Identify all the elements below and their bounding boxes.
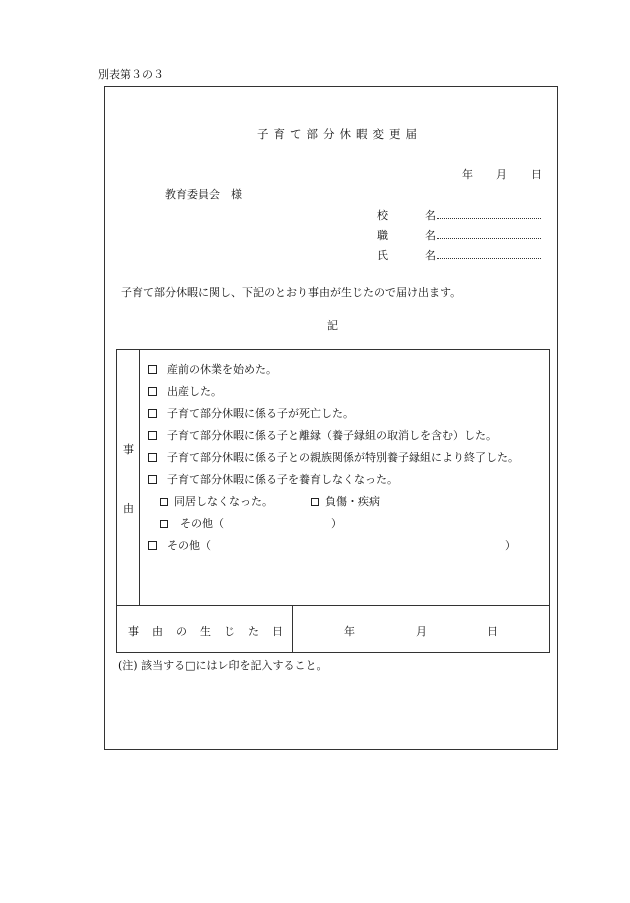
form-title: 子育て部分休暇変更届 xyxy=(257,127,422,141)
form-number: 別表第３の３ xyxy=(98,68,164,81)
position-name-suffix: 名 xyxy=(425,229,436,242)
date-year-label: 年 xyxy=(462,168,473,181)
name-field[interactable] xyxy=(437,258,541,259)
checkbox[interactable] xyxy=(160,498,168,506)
occurrence-month: 月 xyxy=(416,625,427,638)
reason-item[interactable]: 子育て部分休暇に係る子との親族関係が特別養子縁組により終了した。 xyxy=(148,449,519,465)
reasons-header-divider xyxy=(139,349,140,606)
checkbox[interactable] xyxy=(148,431,157,440)
position-field[interactable] xyxy=(437,238,541,239)
ki-label: 記 xyxy=(327,319,338,332)
statement-text: 子育て部分休暇に関し、下記のとおり事由が生じたので届け出ます。 xyxy=(121,286,462,299)
sub-item-other[interactable]: その他（ xyxy=(160,515,224,531)
occurrence-row-divider xyxy=(116,605,550,606)
name-label: 氏 xyxy=(377,249,388,262)
checkbox[interactable] xyxy=(148,475,157,484)
reason-item[interactable]: 産前の休業を始めた。 xyxy=(148,361,277,377)
reason-item[interactable]: 子育て部分休暇に係る子が死亡した。 xyxy=(148,405,354,421)
sub-item-no-cohabit[interactable]: 同居しなくなった。 xyxy=(160,493,273,509)
checkbox[interactable] xyxy=(311,498,319,506)
occurrence-year: 年 xyxy=(344,625,355,638)
checkbox[interactable] xyxy=(148,365,157,374)
reason-item[interactable]: 子育て部分休暇に係る子と離縁（養子縁組の取消しを含む）した。 xyxy=(148,427,497,443)
reason-other-close: ） xyxy=(505,539,516,552)
occurrence-label: 事由の生じた日 xyxy=(128,625,296,638)
reason-item[interactable]: 出産した。 xyxy=(148,383,222,399)
date-day-label: 日 xyxy=(531,168,542,181)
occurrence-day: 日 xyxy=(487,625,498,638)
reason-item[interactable]: 子育て部分休暇に係る子を養育しなくなった。 xyxy=(148,471,398,487)
position-label: 職 xyxy=(377,229,388,242)
addressee: 教育委員会 様 xyxy=(165,188,242,201)
school-label: 校 xyxy=(377,209,388,222)
reason-other[interactable]: その他（ xyxy=(148,537,211,553)
note-text: (注) 該当する□にはレ印を記入すること。 xyxy=(118,659,328,672)
sub-item-injury[interactable]: 負傷・疾病 xyxy=(311,493,380,509)
checkbox[interactable] xyxy=(148,453,157,462)
checkbox[interactable] xyxy=(148,387,157,396)
school-name-suffix: 名 xyxy=(425,209,436,222)
school-name-field[interactable] xyxy=(437,218,541,219)
checkbox[interactable] xyxy=(148,541,157,550)
checkbox[interactable] xyxy=(148,409,157,418)
name-suffix: 名 xyxy=(425,249,436,262)
date-month-label: 月 xyxy=(496,168,507,181)
reasons-header-char-2: 由 xyxy=(123,502,134,515)
checkbox[interactable] xyxy=(160,520,168,528)
reasons-header-char-1: 事 xyxy=(123,443,134,456)
sub-item-other-close: ） xyxy=(331,517,342,530)
